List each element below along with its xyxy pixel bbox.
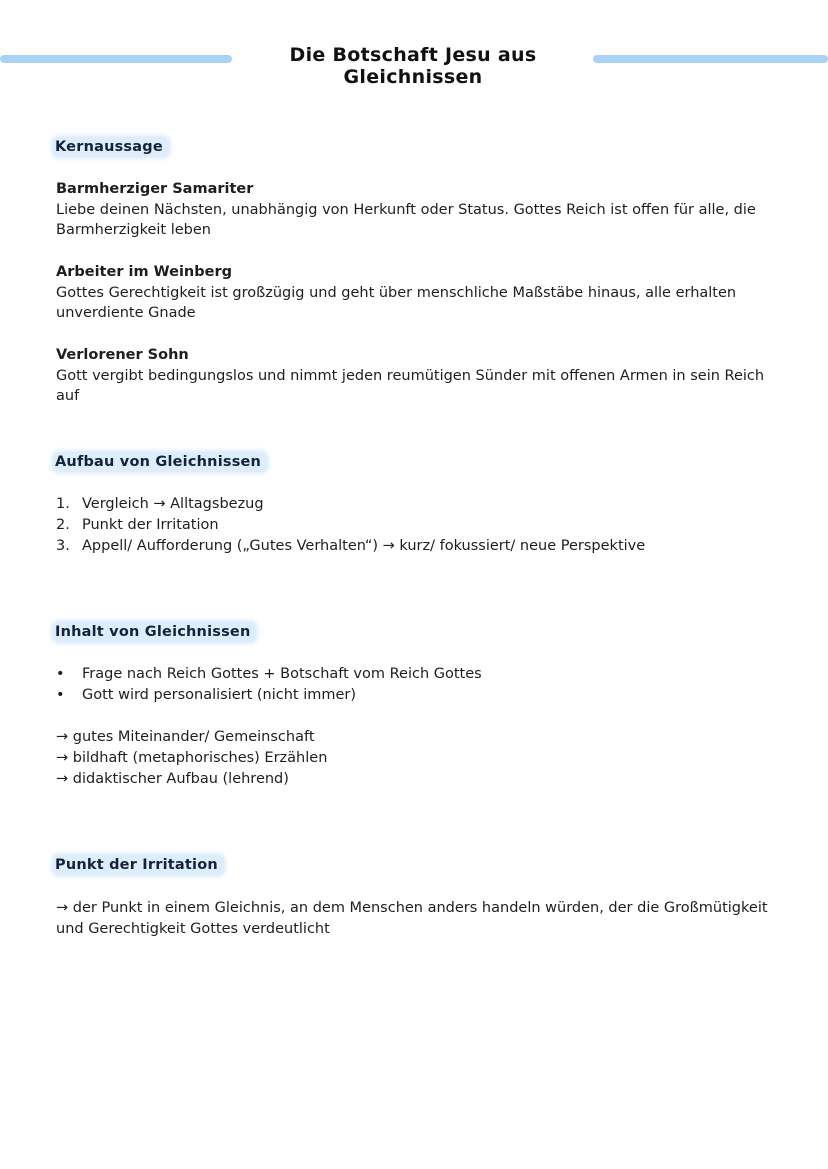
heading-punkt-der-irritation: Punkt der Irritation: [53, 855, 224, 875]
list-item-text: Gott wird personalisiert (nicht immer): [82, 687, 357, 703]
kernaussage-item: [56, 345, 776, 407]
list-item-text: Vergleich → Alltagsbezug: [82, 496, 264, 512]
parable-name: Verlorener Sohn: [56, 347, 189, 363]
list-item: [56, 494, 645, 515]
inhalt-bullet-list: [56, 664, 482, 706]
heading-kernaussage: Kernaussage: [53, 137, 169, 157]
page-title: Die Botschaft Jesu aus Gleichnissen: [289, 44, 537, 88]
title-decoration-right: [593, 55, 828, 63]
list-item: [56, 664, 482, 685]
list-item: [56, 536, 645, 557]
arrow-item: → didaktischer Aufbau (lehrend): [56, 771, 289, 787]
list-item-text: Appell/ Aufforderung („Gutes Verhalten“) → kurz/ fokussiert/ neue Perspektive: [82, 538, 646, 554]
bullet-marker: •: [56, 687, 65, 703]
parable-name: Barmherziger Samariter: [56, 181, 254, 197]
parable-text: Liebe deinen Nächsten, unabhängig von Herkunft oder Status. Gottes Reich ist offen für alle, die Barmherzigkeit leben: [56, 201, 756, 238]
heading-inhalt: Inhalt von Gleichnissen: [53, 622, 256, 642]
list-marker: 1.: [56, 496, 70, 512]
arrow-item: → gutes Miteinander/ Gemeinschaft: [56, 729, 315, 745]
aufbau-list: [56, 494, 645, 557]
title-bar: [0, 42, 828, 88]
parable-text: Gottes Gerechtigkeit ist großzügig und geht über menschliche Maßstäbe hinaus, alle erhalten unverdiente Gnade: [56, 284, 737, 321]
bullet-marker: •: [56, 666, 65, 682]
title-decoration-left: [0, 55, 232, 63]
list-item-text: Frage nach Reich Gottes + Botschaft vom Reich Gottes: [82, 666, 482, 682]
list-item-text: Punkt der Irritation: [82, 517, 219, 533]
kernaussage-item: [56, 179, 776, 241]
list-marker: 2.: [56, 517, 70, 533]
kernaussage-item: [56, 262, 776, 324]
list-item: [56, 515, 645, 536]
parable-name: Arbeiter im Weinberg: [56, 264, 232, 280]
inhalt-arrow-list: [56, 727, 327, 790]
punkt-text: → der Punkt in einem Gleichnis, an dem Menschen anders handeln würden, der die Großmütigkeit und Gerechtigkeit Gottes verdeutlicht: [56, 900, 768, 937]
list-marker: 3.: [56, 538, 70, 554]
parable-text: Gott vergibt bedingungslos und nimmt jeden reumütigen Sünder mit offenen Armen in sein Reich auf: [56, 367, 765, 404]
list-item: [56, 685, 482, 706]
heading-aufbau: Aufbau von Gleichnissen: [53, 452, 267, 472]
arrow-item: → bildhaft (metaphorisches) Erzählen: [56, 750, 328, 766]
